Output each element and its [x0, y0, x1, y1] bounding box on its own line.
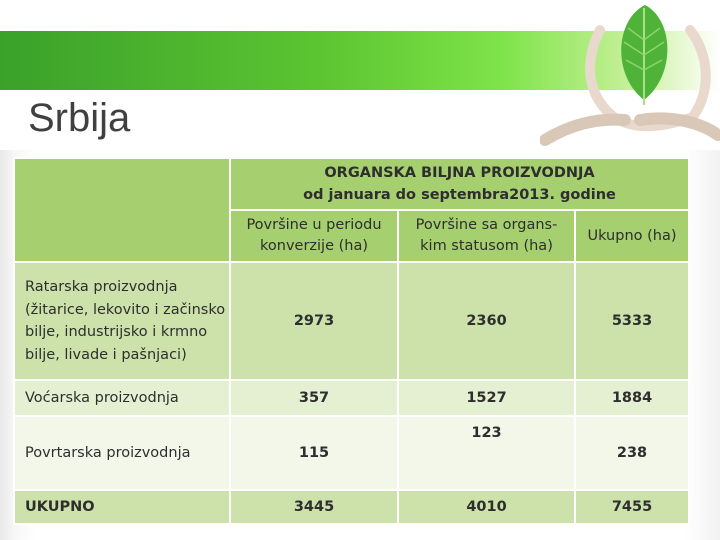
header-text: konverzije (ha) — [260, 238, 368, 254]
total-conversion: 3445 — [231, 491, 397, 523]
table-corner-cell — [15, 159, 229, 261]
table-row — [15, 417, 688, 489]
cell-conversion: 115 — [231, 417, 397, 489]
row-label-fruit: Voćarska proizvodnja — [15, 381, 229, 415]
header-text: kim statusom (ha) — [420, 238, 553, 254]
cell-conversion: 2973 — [231, 263, 397, 379]
row-label-line: Ratarska proizvodnja — [25, 279, 178, 295]
column-header-organic — [399, 211, 574, 261]
column-header-conversion — [231, 211, 397, 261]
slide-title: Srbija — [28, 96, 131, 140]
cell-conversion: 357 — [231, 381, 397, 415]
table-title — [231, 159, 688, 209]
row-label-vegetables: Povrtarska proizvodnja — [15, 417, 229, 489]
table-title-line2: od januara do septembra2013. godine — [303, 187, 616, 203]
row-label-line: bilje, industrijsko i krmno — [25, 324, 208, 340]
row-label-line: (žitarice, lekovito i začinsko — [25, 301, 226, 318]
table-total-row — [15, 491, 688, 523]
leaf-hands-icon — [540, 0, 720, 160]
total-organic: 4010 — [399, 491, 574, 523]
table-row — [15, 381, 688, 415]
header-text: Ukupno (ha) — [587, 227, 677, 244]
organic-production-table — [13, 157, 690, 525]
cell-organic: 123 — [399, 417, 574, 489]
row-label-line: bilje, livade i pašnjaci) — [25, 346, 187, 363]
header-text: Površine sa organs- — [415, 217, 558, 233]
header-text: Površine u periodu — [246, 217, 382, 233]
cell-organic: 2360 — [399, 263, 574, 379]
total-total: 7455 — [576, 491, 688, 523]
cell-total: 5333 — [576, 263, 688, 379]
row-label-field-crops — [15, 263, 229, 379]
table-row — [15, 263, 688, 379]
table-title-line1: ORGANSKA BILJNA PROIZVODNJA — [324, 165, 595, 181]
cell-total: 238 — [576, 417, 688, 489]
column-header-total — [576, 211, 688, 261]
total-label: UKUPNO — [15, 491, 229, 523]
cell-total: 1884 — [576, 381, 688, 415]
cell-organic: 1527 — [399, 381, 574, 415]
